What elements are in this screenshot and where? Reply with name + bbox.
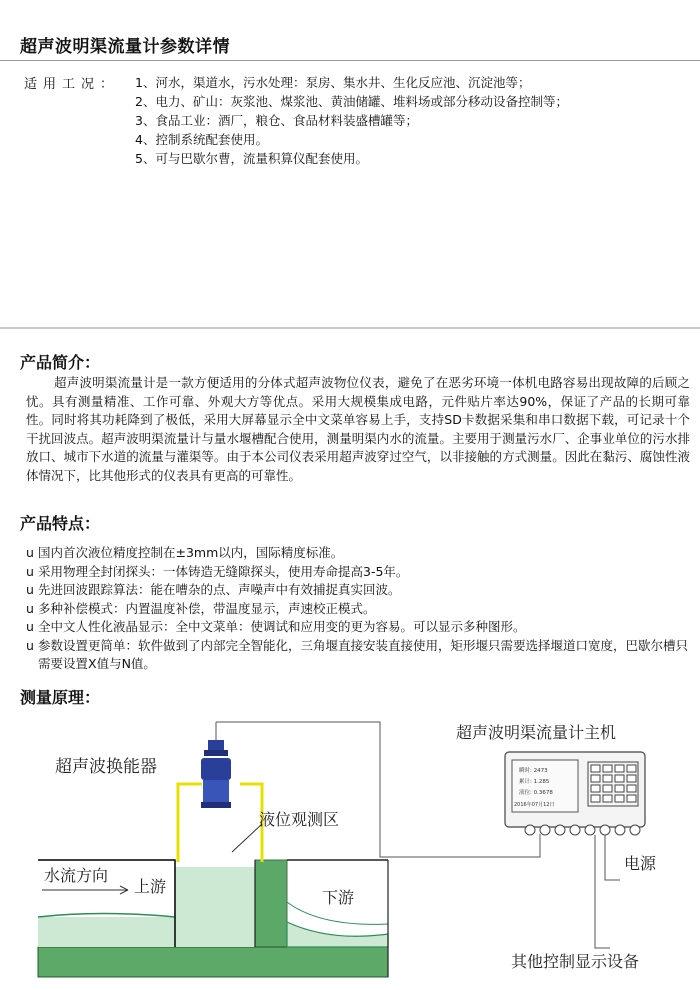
feature-item: u 多种补偿模式：内置温度补偿，带温度显示，声速校正模式。	[26, 600, 694, 619]
applicable-item: 3、食品工业：酒厂，粮仓、食品材料装盛槽罐等；	[135, 113, 418, 128]
bullet-marker: u	[26, 563, 34, 579]
label-downstream: 下游	[322, 888, 355, 907]
intro-heading: 产品简介：	[20, 353, 101, 372]
label-transducer: 超声波换能器	[55, 757, 157, 777]
applicable-item: 5、可与巴歇尔曹，流量积算仪配套使用。	[135, 151, 368, 166]
page-title: 超声波明渠流量计参数详情	[20, 37, 230, 57]
feature-item: u 先进回波跟踪算法：能在嘈杂的点、声噪声中有效捕捉真实回波。	[26, 581, 694, 600]
applicable-label: 适用工况：	[24, 77, 120, 92]
applicable-list	[135, 73, 568, 168]
screen-line: 2016年07月12日	[514, 802, 555, 808]
applicable-item: 1、河水，渠道水，污水处理：泵房、集水井、生化反应池、沉淀池等；	[135, 75, 531, 90]
bullet-marker: u	[26, 600, 34, 616]
feature-item: u 全中文人性化液晶显示：全中文菜单：使调试和应用变的更为容易。可以显示多种图形。	[26, 618, 694, 637]
screen-line: 瞬时: 2473	[519, 768, 548, 774]
principle-heading: 测量原理：	[20, 688, 101, 707]
downstream-water	[287, 922, 388, 947]
screen-line: 累计: 1.285	[519, 779, 550, 785]
section-divider	[0, 327, 700, 329]
ultrasonic-probe-icon	[201, 722, 231, 808]
power-cable	[605, 835, 620, 880]
applicable-item: 4、控制系统配套使用。	[135, 132, 268, 147]
label-other-devices: 其他控制显示设备	[511, 952, 640, 971]
bullet-marker: u	[26, 637, 34, 653]
features-heading: 产品特点：	[20, 514, 101, 533]
label-power: 电源	[624, 854, 657, 873]
intro-paragraph: 超声波明渠流量计是一款方便适用的分体式超声波物位仪表，避免了在恶劣环境一体机电路容易出现故障的后顾之忧。具有测量精准、工作可靠、外观大方等优点。采用大规模集成电路，元件贴片率达90%，保证了产品的长期可靠性。同时将其功耗降到了极低，采用大屏幕显示全中文菜单容易上手，支持SD卡数据采集和串口数据下载，可记录十个干扰回波点。超声波明渠流量计与量水堰槽配合使用，测量明渠内水的流量。主要用于测量污水厂、企事业单位的污水排放口、城市下水道的流量与灌渠等。由于本公司仪表采用超声波穿过空气，以非接触的方式测量。因此在黏污、腐蚀性液体情况下，比其他形式的仪表具有更高的可靠性。	[26, 375, 690, 483]
feature-item: u 采用物理全封闭探头：一体铸造无缝隙探头，使用寿命提高3-5年。	[26, 563, 694, 582]
bullet-marker: u	[26, 582, 34, 597]
measurement-principle-diagram	[0, 712, 700, 990]
bullet-marker: u	[26, 545, 34, 560]
applicable-item: 2、电力、矿山：灰浆池、煤浆池、黄油储罐、堆料场或部分移动设备控制等；	[135, 94, 568, 109]
features-list	[26, 544, 694, 674]
bullet-marker: u	[26, 619, 34, 634]
label-upstream: 上游	[134, 877, 167, 896]
output-cable	[595, 835, 610, 948]
title-divider	[0, 60, 700, 61]
label-host: 超声波明渠流量计主机	[456, 723, 617, 742]
feature-item: u 国内首次液位精度控制在±3mm以内，国际精度标准。	[26, 544, 694, 563]
label-flow-direction: 水流方向	[44, 866, 109, 885]
ground-floor	[38, 947, 388, 977]
feature-item: u 参数设置更简单：软件做到了内部完全智能化，三角堰直接安装直接使用，矩形堰只需要选择堰道口宽度，巴歇尔槽只需要设置X值与N值。	[26, 637, 694, 674]
weir-block	[255, 860, 287, 947]
probe-cable	[216, 722, 540, 857]
label-zone: 液位观测区	[259, 810, 340, 829]
screen-line: 液位: 0.3678	[519, 790, 553, 796]
